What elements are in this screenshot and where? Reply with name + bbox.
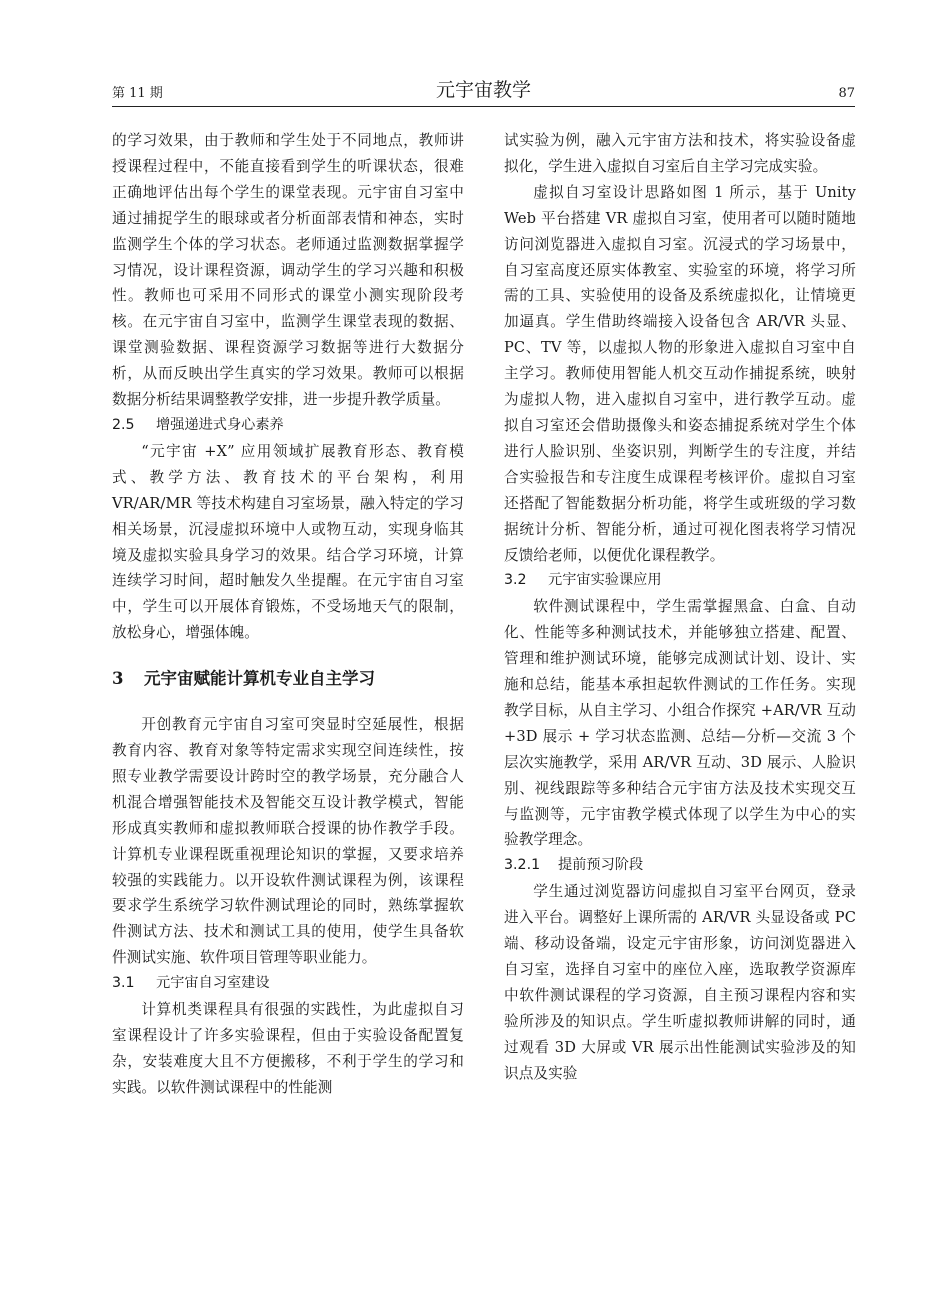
issue-number: 第 11 期 — [112, 86, 163, 101]
body-paragraph: “元宇宙 +X” 应用领域扩展教育形态、教育模式、教学方法、教育技术的平台架构，利用 VR/AR/MR 等技术构建自习室场景，融入特定的学习相关场景，沉浸虚拟环境中人或物互动，实现身临其境及虚拟实验具身学习的效果。结合学习环境，计算连续学习时间，超时触发久坐提醒。在元宇宙自习室中，学生可以开展体育锻炼，不受场地天气的限制，放松身心，增强体魄。 — [112, 442, 464, 642]
body-paragraph: 开创教育元宇宙自习室可突显时空延展性，根据教育内容、教育对象等特定需求实现空间连续性，按照专业教学需要设计跨时空的教学场景，充分融合人机混合增强智能技术及智能交互设计教学模式，智能形成真实教师和虚拟教师联合授课的协作教学手段。计算机专业课程既重视理论知识的掌握，又要求培养较强的实践能力。以开设软件测试课程为例，该课程要求学生系统学习软件测试理论的同时，熟练掌握软件测试方法、技术和测试工具的使用，使学生具备软件测试实施、软件项目管理等职业能力。 — [112, 716, 464, 967]
body-paragraph: 虚拟自习室设计思路如图 1 所示，基于 Unity Web 平台搭建 VR 虚拟自习室，使用者可以随时随地访问浏览器进入虚拟自习室。沉浸式的学习场景中，自习室高度还原实体教室、实验室的环境，将学习所需的工具、实验使用的设备及系统虚拟化，让情境更加逼真。学生借助终端接入设备包含 AR/VR 头显、PC、TV 等，以虚拟人物的形象进入虚拟自习室中自主学习。教师使用智能人机交互动作捕捉系统，映射为虚拟人物，进入虚拟自习室中，进行教学互动。虚拟自习室还会借助摄像头和姿态捕捉系统对学生个体进行人脸识别、坐姿识别，判断学生的专注度，并结合实验报告和专注度生成课程考核评价。虚拟自习室还搭配了智能数据分析功能，将学生或班级的学习数据统计分析、智能分析，通过可视化图表将学习情况反馈给老师，以便优化课程教学。 — [504, 183, 856, 564]
body-paragraph: 计算机类课程具有很强的实践性，为此虚拟自习室课程设计了许多实验课程，但由于实验设备配置复杂，安装难度大且不方便搬移，不利于学生的学习和实践。以软件测试课程中的性能测 — [112, 1001, 464, 1096]
section-number: 3 — [112, 669, 124, 689]
section-heading-3-2-1 — [504, 853, 856, 879]
running-header — [112, 76, 855, 107]
section-title: 增强递进式身心素养 — [156, 416, 284, 433]
left-column — [112, 128, 464, 1101]
section-title: 元宇宙实验课应用 — [548, 572, 662, 589]
body-paragraph: 软件测试课程中，学生需掌握黑盒、白盒、自动化、性能等多种测试技术，并能够独立搭建、配置、管理和维护测试环境，能够完成测试计划、设计、实施和总结，能基本承担起软件测试的工作任务。实现教学目标，从自主学习、小组合作探究 +AR/VR 互动 +3D 展示 + 学习状态监测、总结—分析—交流 3 个层次实施教学，采用 AR/VR 互动、3D 展示、人脸识别、视线跟踪等多种结合元宇宙方法及技术实现交互与监测等，元宇宙教学模式体现了以学生为中心的实验教学理念。 — [504, 598, 856, 849]
section-number: 3.2 — [504, 572, 527, 589]
body-paragraph: 学生通过浏览器访问虚拟自习室平台网页，登录进入平台。调整好上课所需的 AR/VR 头显设备或 PC 端、移动设备端，设定元宇宙形象，访问浏览器进入自习室，选择自习室中的座位入座，选取教学资源库中软件测试课程的学习资源，自主预习课程内容和实验所涉及的知识点。学生听虚拟教师讲解的同时，通过观看 3D 大屏或 VR 展示出性能测试实验涉及的知识点及实验 — [504, 883, 856, 1082]
page-number: 87 — [838, 86, 855, 101]
section-number: 3.1 — [112, 975, 135, 992]
section-number: 3.2.1 — [504, 857, 541, 874]
section-heading-2-5 — [112, 413, 464, 439]
section-number: 2.5 — [112, 416, 135, 433]
section-heading-3-1 — [112, 971, 464, 997]
section-heading-3 — [112, 666, 464, 692]
section-title: 提前预习阶段 — [558, 857, 644, 874]
section-heading-3-2 — [504, 568, 856, 594]
section-title: 元宇宙自习室建设 — [156, 975, 270, 992]
section-title: 元宇宙赋能计算机专业自主学习 — [144, 669, 375, 689]
body-paragraph: 的学习效果，由于教师和学生处于不同地点，教师讲授课程过程中，不能直接看到学生的听课状态，很难正确地评估出每个学生的课堂表现。元宇宙自习室中通过捕捉学生的眼球或者分析面部表情和神态，实时监测学生个体的学习状态。老师通过监测数据掌握学习情况，设计课程资源，调动学生的学习兴趣和积极性。教师也可采用不同形式的课堂小测实现阶段考核。在元宇宙自习室中，监测学生课堂表现的数据、课堂测验数据、课程资源学习数据等进行大数据分析，从而反映出学生真实的学习效果。教师可以根据数据分析结果调整教学安排，进一步提升教学质量。 — [112, 132, 464, 409]
journal-title: 元宇宙教学 — [435, 79, 531, 101]
right-column — [504, 128, 856, 1087]
body-paragraph: 试实验为例，融入元宇宙方法和技术，将实验设备虚拟化，学生进入虚拟自习室后自主学习完成实验。 — [504, 132, 856, 175]
